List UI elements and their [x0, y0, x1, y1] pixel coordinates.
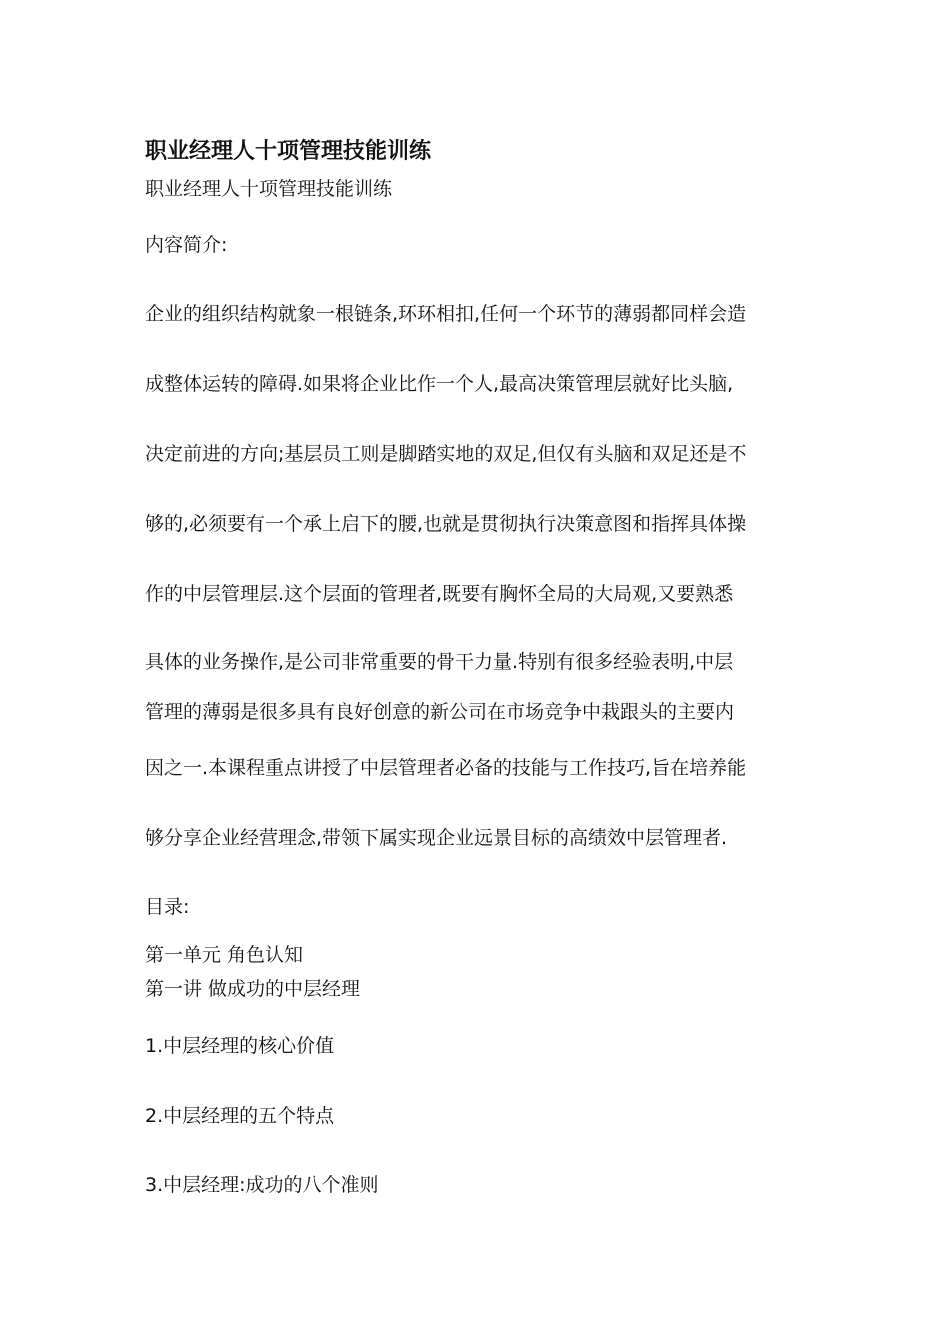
- toc-heading: 目录:: [145, 896, 190, 918]
- intro-line: 因之一.本课程重点讲授了中层管理者必备的技能与工作技巧,旨在培养能: [145, 757, 747, 779]
- intro-line: 管理的薄弱是很多具有良好创意的新公司在市场竞争中栽跟头的主要内: [145, 701, 735, 723]
- intro-line: 成整体运转的障碍.如果将企业比作一个人,最高决策管理层就好比头脑,: [145, 373, 734, 395]
- intro-line: 决定前进的方向;基层员工则是脚踏实地的双足,但仅有头脑和双足还是不: [145, 443, 747, 465]
- intro-heading: 内容简介:: [145, 234, 228, 256]
- toc-item: 3.中层经理:成功的八个准则: [145, 1174, 379, 1196]
- intro-line: 够分享企业经营理念,带领下属实现企业远景目标的高绩效中层管理者.: [145, 827, 728, 849]
- toc-item: 2.中层经理的五个特点: [145, 1105, 335, 1127]
- document-subtitle: 职业经理人十项管理技能训练: [145, 178, 393, 200]
- document-title: 职业经理人十项管理技能训练: [145, 138, 432, 164]
- intro-line: 作的中层管理层.这个层面的管理者,既要有胸怀全局的大局观,又要熟悉: [145, 583, 734, 605]
- toc-lecture: 第一讲 做成功的中层经理: [145, 978, 361, 1000]
- intro-line: 够的,必须要有一个承上启下的腰,也就是贯彻执行决策意图和指挥具体操: [145, 513, 747, 535]
- toc-unit: 第一单元 角色认知: [145, 944, 304, 966]
- intro-line: 具体的业务操作,是公司非常重要的骨干力量.特别有很多经验表明,中层: [145, 651, 734, 673]
- toc-item: 1.中层经理的核心价值: [145, 1035, 335, 1057]
- intro-line: 企业的组织结构就象一根链条,环环相扣,任何一个环节的薄弱都同样会造: [145, 303, 747, 325]
